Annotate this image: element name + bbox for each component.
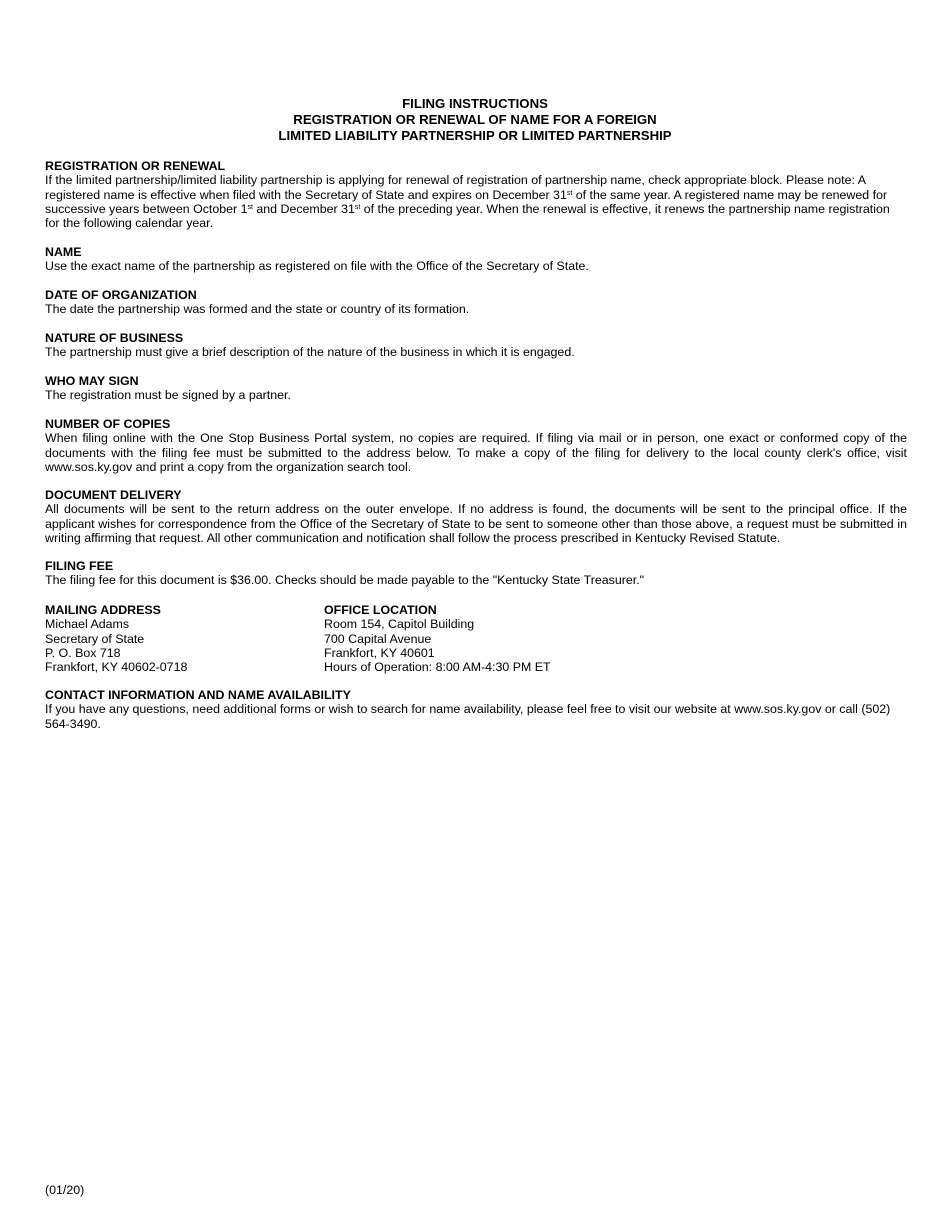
section-heading: DATE OF ORGANIZATION: [45, 288, 197, 302]
section-text: The filing fee for this document is $36.00. Checks should be made payable to the "Kentucky State Treasurer.": [45, 573, 645, 588]
section-who-may-sign: [45, 374, 907, 403]
section-text: The date the partnership was formed and the state or country of its formation.: [45, 302, 470, 317]
section-heading: CONTACT INFORMATION AND NAME AVAILABILITY: [45, 688, 351, 702]
section-contact: [45, 688, 907, 731]
superscript: st: [247, 203, 253, 211]
office-location: [324, 603, 551, 674]
section-heading: WHO MAY SIGN: [45, 374, 139, 388]
section-text: If you have any questions, need additional forms or wish to search for name availability, please feel free to visit our website at www.sos.ky.gov or call (502) 564-3490.: [45, 702, 891, 731]
section-text: The registration must be signed by a partner.: [45, 388, 291, 403]
text-part: If the limited partnership/limited liability partnership is applying for renewal of registration of partnership name, check appropriate block. Please note: A registered name is effective when filed with the Secretary of State and expires on December 31: [45, 173, 866, 202]
address-line: Secretary of State: [45, 631, 145, 646]
title-line-1: FILING INSTRUCTIONS: [402, 96, 548, 111]
text-part: of the same year. A registered name may be renewed for successive years between October 1: [45, 187, 888, 216]
superscript: st: [354, 203, 361, 211]
revision-date: (01/20): [45, 1183, 85, 1197]
section-date-of-organization: [45, 288, 907, 317]
text-part: and December 31: [252, 201, 355, 216]
section-text: When filing online with the One Stop Business Portal system, no copies are required. If filing via mail or in person, one exact or conformed copy of the documents with the filing fee must be submitted to the address below. To make a copy of the filing for delivery to the local county clerk's office, visit www.sos.ky.gov and print a copy from the organization search tool.: [45, 431, 907, 474]
section-heading: REGISTRATION OR RENEWAL: [45, 159, 226, 173]
section-registration: [45, 159, 907, 230]
title-line-3: LIMITED LIABILITY PARTNERSHIP OR LIMITED PARTNERSHIP: [278, 128, 672, 143]
section-heading: NUMBER OF COPIES: [45, 417, 171, 431]
section-heading: NATURE OF BUSINESS: [45, 331, 184, 345]
section-text: Use the exact name of the partnership as registered on file with the Office of the Secretary of State.: [45, 259, 589, 274]
address-line: 700 Capital Avenue: [324, 631, 432, 646]
office-hours: Hours of Operation: 8:00 AM-4:30 PM ET: [324, 660, 551, 675]
address-line: Michael Adams: [45, 617, 130, 632]
section-nature-of-business: [45, 331, 907, 360]
mailing-address: [45, 603, 187, 674]
title-line-2: REGISTRATION OR RENEWAL OF NAME FOR A FOREIGN: [293, 112, 657, 127]
section-number-of-copies: [45, 417, 907, 474]
section-heading: DOCUMENT DELIVERY: [45, 488, 182, 502]
section-filing-fee: [45, 559, 907, 588]
section-heading: OFFICE LOCATION: [324, 603, 437, 617]
section-text: All documents will be sent to the return address on the outer envelope. If no address is found, the documents will be sent to the principal office. If the applicant wishes for correspondence from the Office of the Secretary of State to be sent to someone other than those above, a request must be submitted in writing affirming that request. All other communication and notification shall follow the process prescribed in Kentucky Revised Statute.: [45, 502, 907, 545]
address-line: P. O. Box 718: [45, 645, 121, 660]
section-name: [45, 245, 907, 274]
text-part: of the preceding year. When the renewal is effective, it renews the partnership name registration for the following calendar year.: [45, 201, 890, 231]
address-line: Frankfort, KY 40602-0718: [45, 660, 188, 675]
address-line: Room 154, Capitol Building: [324, 617, 475, 632]
section-heading: NAME: [45, 245, 82, 259]
section-text: [45, 173, 907, 230]
section-document-delivery: [45, 488, 907, 545]
section-text: The partnership must give a brief description of the nature of the business in which it is engaged.: [45, 345, 575, 360]
section-heading: FILING FEE: [45, 559, 114, 573]
document-title: [0, 96, 950, 144]
section-heading: MAILING ADDRESS: [45, 603, 161, 617]
section-addresses: [45, 603, 907, 675]
superscript: st: [566, 189, 573, 197]
address-line: Frankfort, KY 40601: [324, 645, 435, 660]
